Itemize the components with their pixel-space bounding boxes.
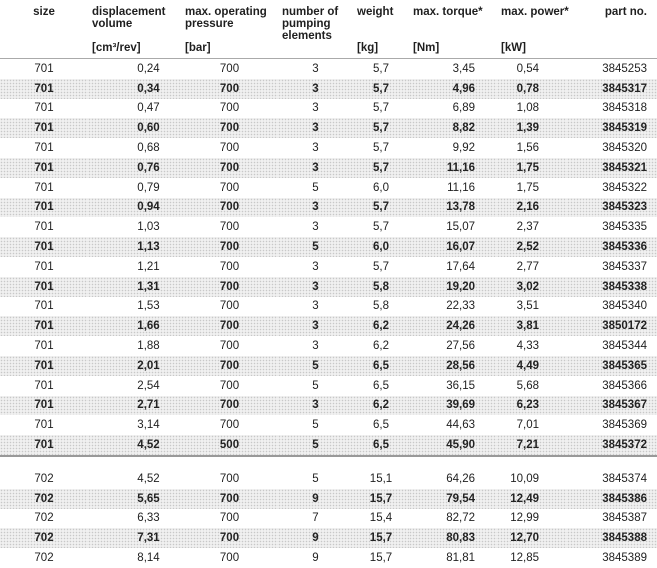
cell-part-no: 3845253 (602, 62, 647, 75)
cell-pressure: 500 (181, 435, 278, 455)
table-row (0, 528, 657, 548)
cell-pressure: 700 (181, 277, 278, 297)
cell-power: 2,37 (516, 221, 539, 234)
cell-part-no: 3845344 (602, 340, 647, 353)
header-displacement: displacement volume (92, 6, 166, 30)
table-row (0, 396, 657, 416)
cell-size: 701 (0, 198, 88, 218)
cell-power: 1,75 (497, 158, 567, 178)
cell-weight: 5,7 (373, 102, 389, 115)
table-row (0, 316, 657, 336)
cell-displacement: 1,66 (88, 316, 181, 336)
cell-pressure: 700 (181, 489, 278, 509)
cell-weight: 6,5 (373, 419, 389, 432)
cell-pressure: 700 (181, 118, 278, 138)
cell-power: 12,99 (510, 512, 539, 525)
cell-pumping-elements: 3 (312, 102, 319, 115)
cell-pressure: 700 (219, 300, 240, 313)
cell-displacement: 7,31 (88, 528, 181, 548)
cell-weight: 5,7 (353, 198, 409, 218)
cell-power: 2,16 (497, 198, 567, 218)
cell-part-no: 3845320 (602, 142, 647, 155)
cell-torque: 82,72 (446, 512, 475, 525)
cell-power: 4,49 (497, 356, 567, 376)
cell-pressure: 700 (181, 79, 278, 99)
cell-part-no: 3845336 (567, 237, 657, 257)
cell-size: 701 (0, 79, 88, 99)
cell-part-no: 3845321 (567, 158, 657, 178)
unit-size (0, 42, 88, 58)
table-row (0, 489, 657, 509)
cell-power: 4,33 (516, 340, 539, 353)
cell-size: 701 (34, 340, 54, 353)
cell-pumping-elements: 3 (278, 158, 353, 178)
cell-size: 701 (0, 277, 88, 297)
cell-weight: 5,8 (373, 300, 389, 313)
cell-pressure: 700 (181, 356, 278, 376)
table-row (0, 158, 657, 178)
cell-size: 701 (34, 260, 54, 273)
table-row (0, 548, 657, 568)
cell-weight: 5,7 (353, 79, 409, 99)
table-row (0, 277, 657, 297)
unit-displacement: [cm³/rev] (92, 42, 141, 54)
cell-torque: 9,92 (452, 142, 475, 155)
unit-weight: [kg] (357, 42, 379, 54)
unit-pumping-elements (278, 42, 353, 58)
cell-torque: 3,45 (452, 62, 475, 75)
cell-displacement: 1,03 (137, 221, 160, 234)
cell-power: 1,56 (516, 142, 539, 155)
cell-displacement: 2,71 (88, 396, 181, 416)
cell-displacement: 8,14 (137, 552, 160, 565)
cell-part-no: 3845318 (602, 102, 647, 115)
cell-part-no: 3845386 (567, 489, 657, 509)
cell-pumping-elements: 3 (278, 316, 353, 336)
cell-displacement: 0,34 (88, 79, 181, 99)
cell-displacement: 0,47 (137, 102, 160, 115)
cell-displacement: 0,76 (88, 158, 181, 178)
cell-part-no: 3845374 (602, 472, 647, 485)
cell-size: 701 (34, 379, 54, 392)
cell-pumping-elements: 9 (312, 552, 319, 565)
cell-weight: 5,7 (373, 221, 389, 234)
cell-power: 1,75 (516, 181, 539, 194)
header-part-no: part no. (604, 6, 647, 18)
cell-size: 702 (34, 552, 54, 565)
cell-power: 0,78 (497, 79, 567, 99)
cell-torque: 45,90 (409, 435, 497, 455)
cell-power: 6,23 (497, 396, 567, 416)
cell-torque: 27,56 (446, 340, 475, 353)
cell-power: 7,01 (516, 419, 539, 432)
cell-pumping-elements: 5 (312, 181, 319, 194)
cell-weight: 6,2 (353, 396, 409, 416)
cell-weight: 15,4 (369, 512, 393, 525)
table-row (0, 435, 657, 455)
cell-power: 1,08 (516, 102, 539, 115)
cell-torque: 24,26 (409, 316, 497, 336)
cell-torque: 11,16 (409, 158, 497, 178)
cell-size: 701 (0, 158, 88, 178)
header-torque: max. torque* (413, 6, 483, 18)
cell-part-no: 3845389 (602, 552, 647, 565)
cell-torque: 4,96 (409, 79, 497, 99)
cell-weight: 6,5 (353, 356, 409, 376)
cell-size: 701 (34, 419, 54, 432)
cell-pumping-elements: 5 (312, 379, 319, 392)
cell-pressure: 700 (219, 102, 240, 115)
header-weight: weight (357, 6, 394, 18)
table-row (0, 509, 657, 529)
cell-pumping-elements: 3 (278, 396, 353, 416)
unit-torque: [Nm] (413, 42, 440, 54)
cell-pumping-elements: 3 (278, 198, 353, 218)
cell-torque: 17,64 (446, 260, 475, 273)
cell-displacement: 1,31 (88, 277, 181, 297)
cell-size: 701 (0, 435, 88, 455)
cell-displacement: 3,14 (137, 419, 160, 432)
cell-displacement: 1,53 (137, 300, 160, 313)
cell-weight: 5,7 (353, 118, 409, 138)
cell-power: 3,51 (516, 300, 539, 313)
cell-pumping-elements: 5 (312, 472, 319, 485)
cell-size: 701 (34, 142, 54, 155)
cell-torque: 44,63 (446, 419, 475, 432)
cell-part-no: 3845323 (567, 198, 657, 218)
cell-pressure: 700 (219, 221, 240, 234)
cell-weight: 6,5 (373, 379, 389, 392)
cell-pumping-elements: 5 (278, 237, 353, 257)
cell-size: 702 (34, 472, 54, 485)
cell-torque: 64,26 (446, 472, 475, 485)
cell-part-no: 3845388 (567, 528, 657, 548)
cell-weight: 6,2 (353, 316, 409, 336)
cell-part-no: 3845369 (602, 419, 647, 432)
cell-pumping-elements: 3 (312, 221, 319, 234)
cell-part-no: 3845335 (602, 221, 647, 234)
cell-pressure: 700 (219, 472, 240, 485)
unit-pressure: [bar] (185, 42, 211, 54)
cell-power: 2,77 (516, 260, 539, 273)
cell-torque: 16,07 (409, 237, 497, 257)
cell-weight: 5,7 (373, 142, 389, 155)
cell-pressure: 700 (219, 181, 240, 194)
cell-size: 701 (0, 237, 88, 257)
cell-torque: 6,89 (452, 102, 475, 115)
table-body (0, 59, 657, 568)
cell-torque: 28,56 (409, 356, 497, 376)
table-row (0, 376, 657, 396)
cell-power: 5,68 (516, 379, 539, 392)
table-row (0, 138, 657, 158)
cell-power: 3,02 (497, 277, 567, 297)
cell-part-no: 3850172 (567, 316, 657, 336)
cell-part-no: 3845322 (602, 181, 647, 194)
cell-weight: 15,7 (369, 552, 393, 565)
cell-displacement: 0,24 (137, 62, 160, 75)
cell-torque: 13,78 (409, 198, 497, 218)
cell-displacement: 6,33 (137, 512, 160, 525)
table-row (0, 237, 657, 257)
cell-pressure: 700 (219, 512, 240, 525)
cell-pumping-elements: 3 (278, 118, 353, 138)
cell-displacement: 0,79 (137, 181, 160, 194)
cell-weight: 6,0 (353, 237, 409, 257)
group-separator (0, 456, 657, 469)
cell-size: 702 (34, 512, 54, 525)
cell-pumping-elements: 9 (278, 528, 353, 548)
cell-pumping-elements: 5 (278, 356, 353, 376)
cell-pumping-elements: 3 (312, 62, 319, 75)
cell-displacement: 1,88 (137, 340, 160, 353)
cell-weight: 6,0 (373, 181, 389, 194)
cell-pressure: 700 (219, 419, 240, 432)
cell-power: 7,21 (497, 435, 567, 455)
cell-displacement: 2,54 (137, 379, 160, 392)
table-row (0, 469, 657, 489)
cell-torque: 19,20 (409, 277, 497, 297)
cell-pressure: 700 (219, 62, 240, 75)
cell-weight: 6,2 (373, 340, 389, 353)
table-row (0, 99, 657, 119)
table-header (0, 0, 657, 59)
cell-pumping-elements: 3 (278, 79, 353, 99)
cell-displacement: 2,01 (88, 356, 181, 376)
cell-power: 2,52 (497, 237, 567, 257)
cell-part-no: 3845365 (567, 356, 657, 376)
cell-part-no: 3845367 (567, 396, 657, 416)
cell-displacement: 5,65 (88, 489, 181, 509)
cell-torque: 79,54 (409, 489, 497, 509)
cell-power: 3,81 (497, 316, 567, 336)
cell-pressure: 700 (219, 552, 240, 565)
cell-size: 701 (34, 300, 54, 313)
cell-pumping-elements: 3 (312, 340, 319, 353)
cell-pumping-elements: 5 (312, 419, 319, 432)
cell-size: 701 (34, 102, 54, 115)
cell-weight: 5,7 (373, 62, 389, 75)
cell-torque: 39,69 (409, 396, 497, 416)
cell-part-no: 3845387 (602, 512, 647, 525)
table-row (0, 59, 657, 79)
cell-displacement: 4,52 (137, 472, 160, 485)
table-row (0, 336, 657, 356)
cell-displacement: 0,94 (88, 198, 181, 218)
table-row (0, 415, 657, 435)
cell-displacement: 0,60 (88, 118, 181, 138)
cell-pumping-elements: 5 (278, 435, 353, 455)
cell-part-no: 3845366 (602, 379, 647, 392)
cell-weight: 5,8 (353, 277, 409, 297)
cell-weight: 6,5 (353, 435, 409, 455)
cell-displacement: 4,52 (88, 435, 181, 455)
cell-torque: 80,83 (409, 528, 497, 548)
cell-power: 12,85 (510, 552, 539, 565)
cell-size: 701 (0, 396, 88, 416)
cell-torque: 81,81 (446, 552, 475, 565)
cell-size: 701 (0, 356, 88, 376)
table-row (0, 118, 657, 138)
header-pumping-elements: number of pumping elements (282, 6, 339, 42)
table-row (0, 297, 657, 317)
cell-pressure: 700 (181, 198, 278, 218)
cell-size: 701 (0, 118, 88, 138)
table-row (0, 257, 657, 277)
cell-pressure: 700 (219, 340, 240, 353)
cell-size: 701 (34, 62, 54, 75)
header-pressure: max. operating pressure (185, 6, 267, 30)
cell-weight: 15,1 (369, 472, 393, 485)
table-row (0, 178, 657, 198)
unit-power: [kW] (501, 42, 526, 54)
cell-pumping-elements: 9 (278, 489, 353, 509)
cell-pressure: 700 (181, 316, 278, 336)
cell-size: 701 (34, 221, 54, 234)
cell-power: 12,49 (497, 489, 567, 509)
cell-size: 701 (0, 316, 88, 336)
cell-size: 702 (0, 528, 88, 548)
cell-torque: 11,16 (447, 181, 475, 194)
cell-pressure: 700 (219, 379, 240, 392)
table-row (0, 356, 657, 376)
cell-displacement: 0,68 (137, 142, 160, 155)
cell-pumping-elements: 7 (312, 512, 319, 525)
cell-torque: 15,07 (446, 221, 475, 234)
cell-pumping-elements: 3 (312, 300, 319, 313)
cell-pressure: 700 (181, 237, 278, 257)
cell-pressure: 700 (181, 528, 278, 548)
cell-part-no: 3845317 (567, 79, 657, 99)
cell-power: 12,70 (497, 528, 567, 548)
cell-weight: 15,7 (353, 489, 409, 509)
cell-displacement: 1,13 (88, 237, 181, 257)
cell-weight: 5,7 (353, 158, 409, 178)
cell-power: 0,54 (516, 62, 539, 75)
cell-part-no: 3845337 (602, 260, 647, 273)
table-row (0, 198, 657, 218)
cell-pressure: 700 (219, 142, 240, 155)
cell-torque: 22,33 (446, 300, 475, 313)
cell-weight: 15,7 (353, 528, 409, 548)
cell-pressure: 700 (181, 158, 278, 178)
cell-part-no: 3845372 (567, 435, 657, 455)
table-row (0, 79, 657, 99)
cell-torque: 8,82 (409, 118, 497, 138)
cell-pumping-elements: 3 (278, 277, 353, 297)
cell-part-no: 3845319 (567, 118, 657, 138)
cell-pressure: 700 (219, 260, 240, 273)
header-power: max. power* (501, 6, 569, 18)
cell-pressure: 700 (181, 396, 278, 416)
cell-part-no: 3845338 (567, 277, 657, 297)
cell-part-no: 3845340 (602, 300, 647, 313)
cell-displacement: 1,21 (137, 260, 160, 273)
cell-torque: 36,15 (446, 379, 475, 392)
cell-size: 702 (0, 489, 88, 509)
cell-pumping-elements: 3 (312, 142, 319, 155)
header-size: size (33, 6, 55, 18)
cell-power: 1,39 (497, 118, 567, 138)
cell-pumping-elements: 3 (312, 260, 319, 273)
cell-weight: 5,7 (373, 260, 389, 273)
cell-power: 10,09 (510, 472, 539, 485)
table-row (0, 217, 657, 237)
unit-part-no (567, 42, 657, 58)
cell-size: 701 (34, 181, 54, 194)
